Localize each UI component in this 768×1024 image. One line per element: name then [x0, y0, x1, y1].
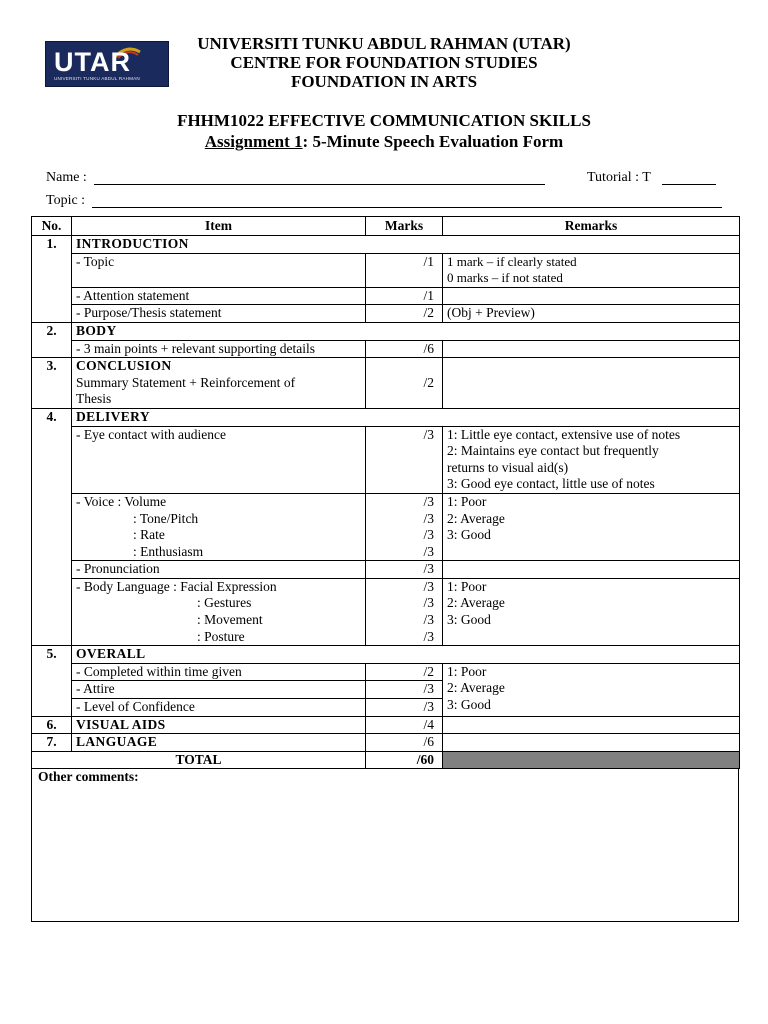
mark-attire: /3 — [366, 681, 443, 699]
mark-language: /6 — [366, 734, 443, 752]
remark-line: 1: Poor — [447, 578, 487, 594]
name-label: Name : — [46, 170, 87, 185]
item-line: : Posture — [197, 628, 245, 644]
section-number: 2. — [32, 322, 72, 357]
table-row — [32, 561, 740, 579]
remark-line: 2: Average — [447, 595, 505, 611]
remarks-body-language — [443, 578, 740, 645]
mark-purpose: /2 — [366, 305, 443, 323]
remarks-attention — [443, 287, 740, 305]
assignment-label: Assignment 1 — [204, 132, 303, 151]
item-confidence: - Level of Confidence — [72, 699, 366, 717]
total-mark: /60 — [366, 751, 443, 769]
section-title: DELIVERY — [72, 408, 740, 426]
item-line: Thesis — [76, 391, 112, 407]
item-line: : Enthusiasm — [133, 543, 204, 559]
remarks-overall — [443, 663, 740, 716]
mark-topic: /1 — [366, 253, 443, 287]
remark-line: 3: Good — [447, 697, 491, 713]
remark-line: 3: Good — [447, 527, 491, 543]
table-row — [32, 236, 740, 254]
table-row — [32, 358, 740, 409]
item-line: Summary Statement + Reinforcement of — [76, 374, 296, 390]
remarks-body — [443, 340, 740, 358]
remark-line: 2: Average — [447, 510, 505, 526]
remarks-purpose: (Obj + Preview) — [443, 305, 740, 323]
header-item: Item — [72, 217, 366, 236]
evaluation-table — [31, 216, 740, 769]
section-number: 7. — [32, 734, 72, 752]
remark-line: 3: Good — [447, 612, 491, 628]
item-line: : Gestures — [197, 595, 252, 611]
item-line: - Voice : Volume — [76, 493, 167, 509]
item-topic: - Topic — [72, 253, 366, 287]
topic-label: Topic : — [46, 193, 86, 208]
table-row — [32, 734, 740, 752]
mark-visual-aids: /4 — [366, 716, 443, 734]
item-line: : Rate — [133, 527, 165, 543]
assignment-description: : 5-Minute Speech Evaluation Form — [302, 132, 564, 151]
table-header-row — [32, 217, 740, 236]
remark-line: 1 mark – if clearly stated — [447, 253, 577, 269]
mark-conclusion: /2 — [366, 358, 443, 409]
tutorial-label: Tutorial : T — [587, 170, 651, 185]
item-line: - Body Language : Facial Expression — [76, 578, 277, 594]
course-title: FHHM1022 EFFECTIVE COMMUNICATION SKILLS — [177, 111, 591, 130]
remarks-visual-aids — [443, 716, 740, 734]
logo-subtext: UNIVERSITI TUNKU ABDUL RAHMAN — [54, 76, 140, 81]
table-row — [32, 305, 740, 323]
item-body: - 3 main points + relevant supporting details — [72, 340, 366, 358]
table-row — [32, 663, 740, 681]
remark-line: 1: Poor — [447, 493, 487, 509]
section-title: OVERALL — [72, 646, 740, 664]
table-row — [32, 408, 740, 426]
total-shaded-cell — [443, 751, 740, 769]
table-row — [32, 716, 740, 734]
item-time: - Completed within time given — [72, 663, 366, 681]
section-title: BODY — [72, 322, 740, 340]
header-no: No. — [32, 217, 72, 236]
marks-body-language — [366, 578, 443, 645]
section-number: 6. — [32, 716, 72, 734]
mark-line: /3 — [423, 595, 434, 611]
section-number: 4. — [32, 408, 72, 645]
mark-eye-contact: /3 — [366, 426, 443, 493]
remark-line: 0 marks – if not stated — [447, 270, 563, 286]
remark-line: 2: Maintains eye contact but frequently — [447, 443, 659, 459]
remarks-language — [443, 734, 740, 752]
other-comments-label: Other comments: — [38, 769, 139, 784]
university-name: UNIVERSITI TUNKU ABDUL RAHMAN (UTAR) — [197, 34, 571, 53]
table-row — [32, 340, 740, 358]
item-body-language — [72, 578, 366, 645]
table-row — [32, 253, 740, 287]
mark-time: /2 — [366, 663, 443, 681]
mark-confidence: /3 — [366, 699, 443, 717]
item-voice — [72, 493, 366, 560]
remark-line: 2: Average — [447, 680, 505, 696]
remarks-voice — [443, 493, 740, 560]
mark-line: /3 — [423, 578, 434, 594]
section-number: 3. — [32, 358, 72, 409]
remarks-topic — [443, 253, 740, 287]
remarks-pronunciation — [443, 561, 740, 579]
section-number: 1. — [32, 236, 72, 323]
total-row — [32, 751, 740, 769]
programme-name: FOUNDATION IN ARTS — [290, 72, 478, 91]
assignment-title — [0, 132, 768, 152]
mark-line: /3 — [423, 493, 434, 509]
total-label: TOTAL — [32, 751, 366, 769]
mark-line: /3 — [423, 628, 434, 644]
table-row — [32, 578, 740, 645]
item-conclusion — [72, 358, 366, 409]
header-remarks: Remarks — [443, 217, 740, 236]
section-title: VISUAL AIDS — [72, 716, 366, 734]
topic-field[interactable] — [92, 207, 722, 208]
mark-line: /3 — [423, 543, 434, 559]
section-title: LANGUAGE — [72, 734, 366, 752]
mark-pronunciation: /3 — [366, 561, 443, 579]
table-row — [32, 287, 740, 305]
name-field[interactable] — [94, 184, 545, 185]
table-row — [32, 426, 740, 493]
table-row — [32, 322, 740, 340]
item-line: : Tone/Pitch — [133, 510, 199, 526]
item-pronunciation: - Pronunciation — [72, 561, 366, 579]
section-title: INTRODUCTION — [72, 236, 740, 254]
table-row — [32, 493, 740, 560]
remarks-conclusion — [443, 358, 740, 409]
remark-line: returns to visual aid(s) — [447, 459, 569, 475]
table-row — [32, 646, 740, 664]
header-marks: Marks — [366, 217, 443, 236]
tutorial-field[interactable] — [662, 184, 716, 185]
centre-name: CENTRE FOR FOUNDATION STUDIES — [230, 53, 538, 72]
item-attire: - Attire — [72, 681, 366, 699]
mark-line: /3 — [423, 527, 434, 543]
mark-line: /3 — [423, 612, 434, 628]
item-purpose: - Purpose/Thesis statement — [72, 305, 366, 323]
section-number: 5. — [32, 646, 72, 716]
logo-wordmark: UTAR — [54, 47, 131, 77]
other-comments-box[interactable] — [31, 768, 739, 922]
remark-line: 3: Good eye contact, little use of notes — [447, 476, 655, 492]
remark-line: 1: Little eye contact, extensive use of notes — [447, 426, 681, 442]
section-title: CONCLUSION — [76, 358, 172, 374]
mark-attention: /1 — [366, 287, 443, 305]
marks-voice — [366, 493, 443, 560]
remark-line: 1: Poor — [447, 663, 487, 679]
item-line: : Movement — [197, 612, 263, 628]
remarks-eye-contact — [443, 426, 740, 493]
item-eye-contact: - Eye contact with audience — [72, 426, 366, 493]
mark-line: /3 — [423, 510, 434, 526]
mark-body: /6 — [366, 340, 443, 358]
item-attention: - Attention statement — [72, 287, 366, 305]
